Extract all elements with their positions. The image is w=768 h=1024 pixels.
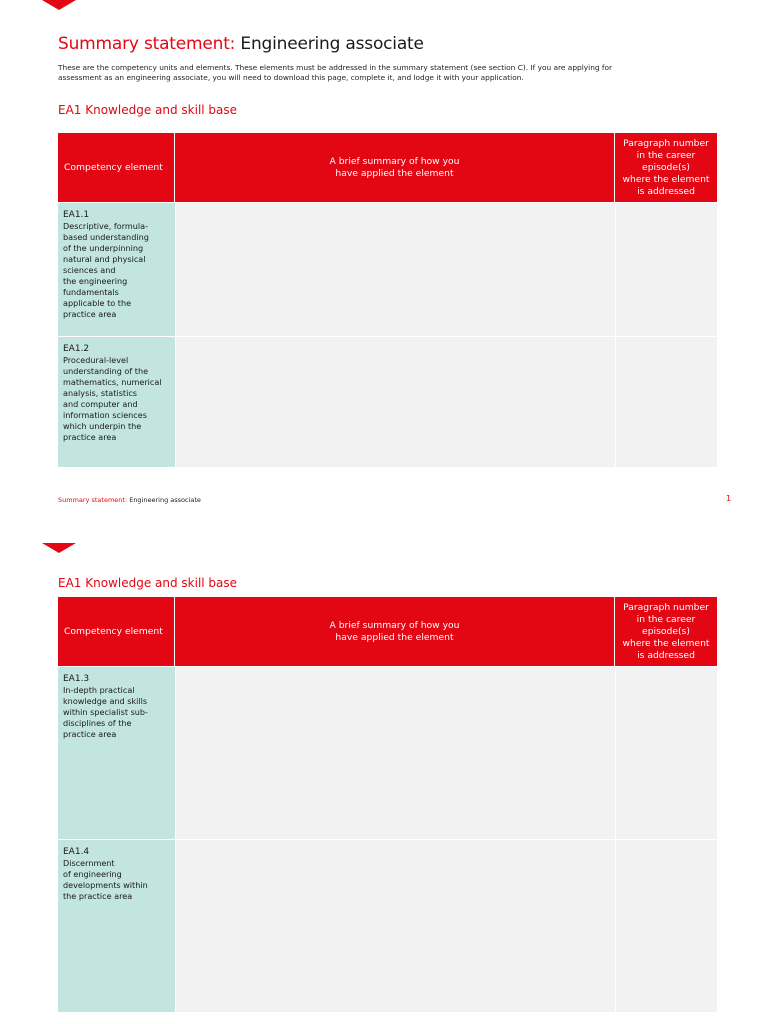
competency-element-cell <box>58 666 175 839</box>
element-description: Descriptive, formula- based understanding of the underpinning natural and physical sciences and the engineering fundamentals applicable to the practice area <box>63 221 149 319</box>
title-suffix: Engineering associate <box>235 34 424 54</box>
element-code: EA1.3 <box>63 674 90 684</box>
header-competency-element: Competency element <box>58 597 175 666</box>
section-title: EA1 Knowledge and skill base <box>58 103 238 117</box>
paragraph-number-input-cell[interactable] <box>615 839 717 1012</box>
footer-label-prefix: Summary statement: <box>58 496 128 504</box>
competency-element-cell <box>58 839 175 1012</box>
page-marker-chevron-icon <box>42 0 76 10</box>
footer-label-suffix: Engineering associate <box>127 496 201 504</box>
page-number: 1 <box>726 494 732 503</box>
element-description: Discernment of engineering developments within the practice area <box>63 858 148 901</box>
header-paragraph-number: Paragraph number in the career episode(s) where the element is addressed <box>615 597 717 666</box>
competency-element-cell <box>58 336 175 467</box>
header-summary: A brief summary of how you have applied the element <box>175 133 615 202</box>
intro-text: These are the competency units and elements. These elements must be addressed in the summary statement (see section C). If you are applying for assessment as an engineering associate, you will need to download this page, complete it, and lodge it with your application. <box>58 63 613 82</box>
element-code: EA1.2 <box>63 344 90 354</box>
header-paragraph-number: Paragraph number in the career episode(s) where the element is addressed <box>615 133 717 202</box>
element-description: Procedural-level understanding of the mathematics, numerical analysis, statistics and computer and information sciences which underpin the practice area <box>63 355 162 442</box>
title-prefix: Summary statement: <box>58 34 236 54</box>
competency-table <box>58 133 717 467</box>
paragraph-number-input-cell[interactable] <box>615 202 717 336</box>
element-description: In-depth practical knowledge and skills within specialist sub- disciplines of the practice area <box>63 685 148 739</box>
element-code: EA1.1 <box>63 210 90 220</box>
competency-element-cell <box>58 202 175 336</box>
summary-input-cell[interactable] <box>175 336 615 467</box>
competency-table <box>58 597 717 1012</box>
summary-input-cell[interactable] <box>175 202 615 336</box>
paragraph-number-input-cell[interactable] <box>615 336 717 467</box>
section-title: EA1 Knowledge and skill base <box>58 576 238 590</box>
summary-input-cell[interactable] <box>175 839 615 1012</box>
element-code: EA1.4 <box>63 847 90 857</box>
header-competency-element: Competency element <box>58 133 175 202</box>
page-marker-chevron-icon <box>42 543 76 553</box>
footer-label <box>58 496 201 504</box>
paragraph-number-input-cell[interactable] <box>615 666 717 839</box>
header-summary: A brief summary of how you have applied the element <box>175 597 615 666</box>
page-title <box>58 34 424 54</box>
summary-input-cell[interactable] <box>175 666 615 839</box>
